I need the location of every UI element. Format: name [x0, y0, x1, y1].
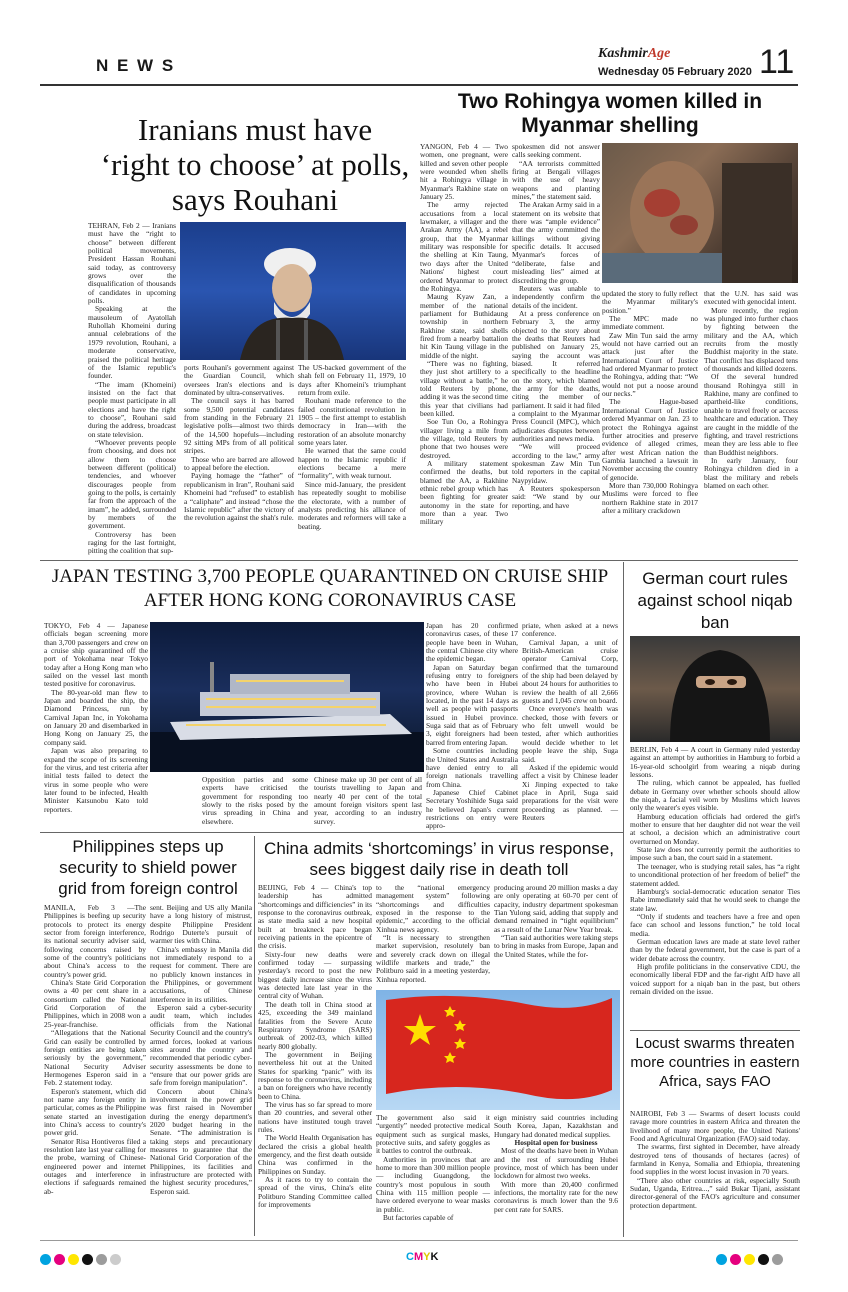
paragraph: The MPC made no immediate comment.	[602, 314, 698, 332]
paragraph: In early January, four Rohingya children died in a blast the military and rebels blamed on each other.	[704, 455, 798, 490]
cmyk-m: M	[413, 1251, 424, 1263]
paragraph: “AA terrorists committed firing at Bengali villages with the use of heavy weapons and planting mines,” the statement said.	[512, 158, 600, 202]
cmyk-y: Y	[423, 1251, 431, 1263]
paragraph: The 80-year-old man flew to Japan and boarded the ship, the Diamond Princess, run by Carnival Japan Inc, in Yokohama on January 20 and disembarked in Hong Kong on January 25, the company said.	[44, 687, 148, 747]
paragraph: TOKYO, Feb 4 — Japanese officials began screening more than 3,700 passengers and crew on a cruise ship quarantined off the port of Yokohama near Tokyo today after a Hong Kong man who sailed on the vessel last month tested positive for coronavirus.	[44, 621, 148, 689]
divider-mid	[40, 560, 798, 561]
paragraph: Hamburg education officials had ordered the girl's mother to ensure that her daughter did not wear the veil at school, a decision which an administrative court overturned on Monday.	[630, 811, 800, 846]
rohingya-headline: Two Rohingya women killed in Myanmar shelling	[457, 90, 763, 137]
rouhani-photo-art	[180, 222, 406, 360]
cruise-ship-photo-art	[150, 622, 424, 772]
paragraph: A Reuters spokesperson said: “We stand by our reporting, and have	[512, 484, 600, 510]
paragraph: “The imam (Khomeini) insisted on the fact that people must participate in all elections and have the right to choose”, Rouhani said during the address, broadcast on state television.	[88, 379, 176, 439]
swatch	[772, 1254, 783, 1265]
paragraph: updated the story to fully reflect the Myanmar military's position.”	[602, 289, 698, 315]
paragraph: China's State Grid Corporation owns a 40 per cent share in a consortium called the National Grid Corporation of the Philippines, which in 2008 won a 25-year-franchise.	[44, 978, 146, 1029]
color-bar-left	[40, 1248, 160, 1270]
masthead	[598, 46, 670, 62]
china-flag-photo	[376, 990, 620, 1110]
paragraph: Paying homage the “father” of republicanism in Iran”, Rouhani said Khomeini had “refused” to establish a “caliphate” and instead “chose the Islamic republic” after the victory of the revolution against the shah's rule.	[184, 471, 294, 523]
japan-col-1	[44, 622, 148, 822]
japan-col-2	[202, 776, 308, 826]
niqab-photo	[630, 636, 800, 742]
cruise-ship-photo	[150, 622, 424, 772]
paragraph: At a press conference on February 3, the army objected to the story about the deaths that Reuters had published on January 25, saying the account was biased. It referred specifically to the headline on the story, which blamed the army for the deaths, citing the member of parliament. It said it had filed a complaint to the Myanmar Press Council (MPC), which adjudicates disputes between authorities and news media.	[512, 308, 600, 444]
paragraph: The army rejected accusations from a local lawmaker, a villager and the Arakan Army (AA), a rebel group, that the Myanmar military was responsible for the shelling at Kin Taung, two days after the United Nations' highest court ordered Myanmar to protect the Rohingya.	[420, 200, 508, 293]
swatch	[96, 1254, 107, 1265]
paragraph: Controversy has been raging for the last fortnight, pitting the coalition that sup-	[88, 529, 176, 556]
japan-headline: JAPAN TESTING 3,700 PEOPLE QUARANTINED ON CRUISE SHIP AFTER HONG KONG CORONAVIRUS CASE	[51, 566, 609, 611]
paragraph: The government in Beijing nevertheless hit out at the United States for sparking “panic” with its response to the coronavirus, including a ban on foreigners who have recently been to China.	[258, 1049, 372, 1101]
locust-headline: Locust swarms threaten more countries in eastern Africa, says FAO	[630, 1035, 800, 1090]
paragraph: Sixty-four new deaths were confirmed today — surpassing yesterday's record to post the new biggest daily increase since the virus was detected late last year in the central city of Wuhan.	[258, 949, 372, 1001]
paragraph: “Tian said authorities were taking steps to bring in masks from Europe, Japan and the United States, while the for-	[494, 933, 618, 959]
rohingya-col-4	[704, 290, 798, 555]
paragraph: With more than 20,400 confirmed infections, the mortality rate for the new coronavirus is much lower than the 9.6 per cent rate for SARS.	[494, 1179, 618, 1214]
rohingya-photo	[602, 143, 798, 283]
paragraph: The swarms, first sighted in December, have already destroyed tens of thousands of hectares (acres) of farmland in Kenya, Somalia and Ethiopia, threatening food supplies in the worst locust invasion in 70 years.	[630, 1142, 800, 1177]
paragraph: Asked if the epidemic would affect a visit by Chinese leader Xi Jinping expected to take place in April, Suga said preparations for the visit were proceeding as planned. — Reuters	[522, 762, 618, 822]
paragraph: eign ministry said countries including South Korea, Japan, Kazakhstan and Hungary had donated medical supplies.	[494, 1113, 618, 1139]
china-flag-art	[376, 990, 620, 1110]
swatch	[68, 1254, 79, 1265]
iran-col-3	[298, 364, 406, 554]
paragraph: The death toll in China stood at 425, exceeding the 349 mainland fatalities from the Severe Acute Respiratory Syndrome (SARS) outbreak of 2002-03, which killed nearly 800 globally.	[258, 999, 372, 1051]
rohingya-col-1	[420, 143, 508, 555]
paragraph: ports Rouhani's government against the Guardian Council, which oversees Iran's elections and is dominated by ultra-conservatives.	[184, 363, 294, 398]
footer-rule	[40, 1240, 798, 1241]
rohingya-col-2	[512, 143, 600, 555]
iran-col-1	[88, 222, 176, 554]
paragraph: Once everyone's health was checked, those with fevers or who felt unwell would be tested, after which authorities would decide whether to let people leave the ship, Suga said.	[522, 704, 618, 764]
paragraph: Reuters was unable to independently confirm the details of the incident.	[512, 283, 600, 310]
paragraph: BEIJING, Feb 4 — China's top leadership has admitted “shortcomings and difficiencies” in its response to the coronavirus outbreak, as state media said a new hospital built at breakneck pace began receiving patients in the epicentre of the crisis.	[258, 883, 372, 951]
swatch	[82, 1254, 93, 1265]
paragraph: High profile politicians in the conservative CDU, the economically liberal FDP and the far-right AfD have all voiced support for a niqab ban in the past, but others remain divided on the issue.	[630, 961, 800, 996]
china-headline: China admits ‘shortcomings’ in virus response, sees biggest daily rise in death toll	[264, 839, 614, 879]
rohingya-col-3	[602, 290, 698, 555]
swatch	[758, 1254, 769, 1265]
paragraph: Zaw Min Tun said the army would not have carried out an attack just after the International Court of Justice had ordered Myanmar to protect the Rohingya, adding that: “We would not put a noose around our necks.”	[602, 330, 698, 399]
paragraph: MANILA, Feb 3 —The Philippines is beefing up security protocols to protect its energy sector from foreign interference, its national security adviser said, following concerns raised by some of the country's politicians about China's access to the country's power grid.	[44, 903, 146, 979]
paragraph: Some countries including the United States and Australia have denied entry to all foreign nationals travelling from China.	[426, 746, 518, 789]
japan-col-5	[522, 622, 618, 824]
iran-headline: Iranians must have ‘right to choose’ at polls, says Rouhani	[100, 112, 410, 217]
paragraph: Of the several hundred thousand Rohingya still in Rakhine, many are confined to apartheid-like conditions, unable to travel freely or access healthcare and education. They are caught in the middle of the fighting, and travel restrictions mean they are less able to flee than Buddhist neighbors.	[704, 372, 798, 457]
cmyk-label	[406, 1251, 438, 1263]
paragraph: The ruling, which cannot be appealed, has fuelled debate in Germany over whether schools should allow the niqab, a facial veil worn by Muslims which leaves only the wearer's eyes visible.	[630, 778, 800, 813]
swatch	[40, 1254, 51, 1265]
divider-philippines	[254, 836, 255, 1236]
paragraph: A military statement confirmed the deaths, but blamed the AA, a Rakhine ethnic rebel group which has been fighting for greater autonomy in the state for more than a year. Two military	[420, 459, 508, 527]
cmyk-c: C	[406, 1251, 414, 1263]
china-col-3b	[494, 1114, 618, 1237]
paragraph: More than 730,000 Rohingya Muslims were forced to flee northern Rakhine state in 2017 after a military crackdown	[602, 480, 698, 515]
paragraph: “There was no fighting, they just shot artillery to a village without a battle,” he told Reuters by phone, adding it was the second time this year that civilians had been killed.	[420, 358, 508, 418]
paragraph: “We will proceed according to the law,” army spokesman Zaw Min Tun told reporters in the capital Naypyidaw.	[512, 442, 600, 485]
paragraph: German education laws are made at state level rather than by the federal government, but the case is part of a wider debate across the country.	[630, 936, 800, 963]
paragraph: But factories capable of	[383, 1213, 454, 1223]
rouhani-photo	[180, 222, 406, 360]
paragraph: Hamburg's social-democratic education senator Ties Rabe immediately said that he would seek to change the state law.	[630, 886, 800, 913]
philippines-headline: Philippines steps up security to shield power grid from foreign control	[58, 837, 238, 898]
paragraph: The council says it has barred some 9,500 potential candidates from standing in the February 21 legislative polls—almost two thirds of the 14,500 hopefuls—including 92 sitting MPs from of all political stripes.	[184, 396, 294, 456]
paragraph: Japan has 20 confirmed coronavirus cases, of these 17 people have been in Wuhan, the central Chinese city where the epidemic began.	[426, 621, 518, 664]
swatch	[744, 1254, 755, 1265]
divider-locust	[630, 1030, 800, 1031]
color-bar-right	[716, 1248, 806, 1270]
paragraph: Soe Tun Oo, a Rohingya villager living a mile from the village, told Reuters by phone that two houses were destroyed.	[420, 417, 508, 460]
paragraph: “It is necessary to strengthen market supervision, resolutely ban and severely crack down on illegal wildlife markets and trade,” the Politburo said in a meeting yesterday, Xinhua reported.	[376, 933, 490, 984]
header-rule	[40, 84, 798, 86]
paragraph: The Arakan Army said in a statement on its website that there was “ample evidence” that the army committed the killings without giving specific details. It accused Myanmar's forces of “deliberate, false and misleading lies” aimed at discrediting the group.	[512, 200, 600, 285]
paragraph: Japan on Saturday began refusing entry to foreigners who have been in Hubei province, where Wuhan is located, in the past 14 days as well as people with passports issued in Hubei province. Suga said that as of February 3, eight foreigners had been barred from entering Japan.	[426, 662, 518, 747]
paragraph: The virus has so far spread to more than 20 countries, and several other nations have instituted tough travel rules.	[258, 1099, 372, 1134]
paragraph: Speaking at the mausoleum of Ayatollah Ruhollah Khomeini during annual celebrations of the 1979 revolution, Rouhani, a moderate conservative, praised the political heritage of the Islamic republic's founder.	[88, 304, 176, 381]
paragraph: Japan was also preparing to expand the scope of its screening for the virus, and test criteria after initial tests failed to detect the virus in some people who were later found to be infected, Health Minister Katsunobu Kato told reporters.	[44, 746, 148, 814]
page-number: 11	[759, 43, 795, 81]
japan-col-4	[426, 621, 518, 831]
locust-body	[630, 1110, 800, 1236]
paragraph: Authorities in provinces that are home to more than 300 million people — including Guangdong, the country's most populous in south China with 115 million people — have ordered everyone to wear masks in public.	[376, 1154, 490, 1214]
divider-lower	[40, 832, 623, 833]
swatch	[110, 1254, 121, 1265]
masthead-date: Wednesday 05 February 2020	[598, 66, 752, 78]
paragraph: NAIROBI, Feb 3 — Swarms of desert locusts could ravage more countries in eastern Africa and threaten the livelihood of many more people, the United Nations' Food and Agricultural Organization (FAO) said today.	[630, 1109, 800, 1144]
masthead-kashmir: Kashmir	[598, 46, 648, 61]
paragraph: More recently, the region was plunged into further chaos by fighting between the military and the AA, which recruits from the mostly Buddhist majority in the state. That conflict has displaced tens of thousands and killed dozens.	[704, 305, 798, 374]
paragraph: Since mid-January, the president has repeatedly sought to mobilise the electorate, with a number of analysts predicting his alliance of moderates and reformers will take a beating.	[298, 479, 406, 531]
paragraph: YANGON, Feb 4 — Two women, one pregnant, were killed and seven other people were wounded when shells hit a Rohingya village in Myanmar's Rakhine state on January 25.	[420, 142, 508, 202]
paragraph: He warned that the same could happen to the Islamic republic if elections became a mere “formality”, with weak turnout.	[298, 446, 406, 481]
paragraph: sent. Beijing and US ally Manila have a long history of mistrust, despite Philippine President Rodrigo Duterte's pursuit of warmer ties with China.	[150, 903, 252, 946]
paragraph: that the U.N. has said was executed with genocidal intent.	[704, 289, 798, 307]
paragraph: Most of the deaths have been in Wuhan and the rest of surrounding Hubei province, most of which has been under lockdown for almost two weeks.	[494, 1146, 618, 1181]
niqab-headline: German court rules against school niqab ban	[637, 569, 793, 632]
subheading: Hospital open for business	[514, 1138, 598, 1148]
paragraph: “Only if students and teachers have a free and open face can school and lessons function,” he told local media.	[630, 911, 800, 938]
swatch	[716, 1254, 727, 1265]
paragraph: Maung Kyaw Zan, a member of the national parliament for Buthidaung township in northern Rakhine state, said shells fired from a nearby battalion hit Kin Taung village in the middle of the night.	[420, 292, 508, 360]
japan-col-3	[314, 776, 422, 826]
rohingya-photo-art	[602, 143, 798, 283]
paragraph: The Hague-based International Court of Justice ordered Myanmar on Jan. 23 to protect the Rohingya against further atrocities and preserve evidence of alleged crimes, after west African nation the Gambia launched a lawsuit in November accusing the country of genocide.	[602, 397, 698, 482]
china-col-2	[376, 884, 490, 984]
swatch	[54, 1254, 65, 1265]
paragraph: Concern about China's involvement in the power grid was first raised in November during the energy department's 2020 budget hearing in the Senate. “The administration is taking steps and precautionary measures to guarantee that the National Grid Corporation of the Philippines, its facilities and infrastructure are protected with the highest security procedures,” Esperon said.	[150, 1086, 252, 1196]
paragraph: The teenager, who is studying retail sales, has “a right to unconditional protection of her freedom of belief” the statement added.	[630, 861, 800, 888]
paragraph: Those who are barred are allowed to appeal before the election.	[184, 454, 294, 473]
paragraph: spokesmen did not answer calls seeking comment.	[512, 142, 600, 160]
paragraph: Carnival Japan, a unit of British-American cruise operator Carnival Corp, confirmed that the turnaround of the ship had been delayed by about 24 hours for authorities to review the health of all 2,666 guests and 1,045 crew on board.	[522, 637, 618, 706]
paragraph: Chinese make up 30 per cent of all tourists travelling to Japan and nearly 40 per cent of the total amount foreign visitors spent last year, according to an industry survey.	[314, 775, 422, 826]
philippines-col-2	[150, 904, 252, 1237]
paragraph: “There also other countries at risk, especially South Sudan, Uganda, Eritrea...,” said Bukar Tijani, assistant director-general of the FAO's agriculture and consumer protection department.	[630, 1175, 800, 1210]
paragraph: Senator Risa Hontiveros filed a resolution late last year calling for the probe, warning of Chinese-engineered power and internet outages and interference in elections if safeguards remained ab-	[44, 1136, 146, 1196]
paragraph: “Whoever prevents people from choosing, and does not allow them to choose between different (political) tendencies, and whoever discourages people from going to the polls, is certainly far from the approach of the imam”, he added, surrounded by members of the government.	[88, 437, 176, 531]
paragraph: TEHRAN, Feb 2 — Iranians must have the “right to choose” between different political movements, President Hassan Rouhani said today, as controversy grows over the disqualification of thousands of candidates in upcoming polls.	[88, 221, 176, 306]
swatch	[730, 1254, 741, 1265]
paragraph: BERLIN, Feb 4 — A court in Germany ruled yesterday against an attempt by authorities in Hamburg to forbid a 16-year-old schoolgirl from wearing a niqab during lessons.	[630, 745, 800, 780]
paragraph: to the “national emergency management system” following “shortcomings and difficulties exposed in the response to the epidemic,” according to the official Xinhua news agency.	[376, 883, 490, 934]
paragraph: producing around 20 million masks a day are only operating at 60-70 per cent of capacity, industry department spokesman Tian Yulong said, adding that supply and demand remained in “tight equilibrium” as a result of the Lunar New Year break.	[494, 883, 618, 934]
paragraph: The US-backed government of the shah fell on February 11, 1979, 10 days after Khomeini's triumphant return from exile.	[298, 363, 406, 398]
section-label: N E W S	[96, 56, 176, 75]
paragraph: The World Health Organisation has declared the crisis a global health emergency, and the first death outside China was confirmed in the Philippines on Sunday.	[258, 1133, 372, 1176]
masthead-age: Age	[647, 46, 671, 61]
paragraph: “Allegations that the National Grid can easily be controlled by foreign entities are being taken seriously by the government,” National Security Adviser Hermogenes Esperon said in a Feb. 2 statement today.	[44, 1028, 146, 1088]
china-col-2b	[376, 1114, 490, 1237]
iran-col-2	[184, 364, 294, 554]
china-col-1	[258, 884, 372, 1237]
paragraph: State law does not currently permit the authorities to impose such a ban, the court said in a statement.	[630, 845, 800, 863]
paragraph: priate, when asked at a news conference.	[522, 621, 618, 639]
paragraph: Esperon's statement, which did not name any foreign entity in particular, comes as the Philippine senate started an investigation into China's access to country's power grid.	[44, 1086, 146, 1138]
cmyk-k: K	[430, 1251, 439, 1263]
philippines-col-1	[44, 904, 146, 1237]
paragraph: Esperon said a cyber-security audit team, which includes officials from the National Security Council and the country's armed forces, looked at various sites around the country and recommended that periodic cyber-security assessments be done to “ensure that our power grids are safe from foreign manipulation”.	[150, 1003, 252, 1088]
niqab-body	[630, 746, 800, 1026]
niqab-photo-art	[630, 636, 800, 742]
paragraph: Japanese Chief Cabinet Secretary Yoshihide Suga said he believed Japan's current restrictions on entry were appro-	[426, 787, 518, 831]
paragraph: Opposition parties and some experts have criticised the government for responding too slowly to the risks posed by the virus spreading in China and elsewhere.	[202, 775, 308, 826]
china-col-3	[494, 884, 618, 984]
divider-right-column	[623, 562, 624, 1237]
paragraph: As it races to try to contain the spread of the virus, China's elite Politburo Standing Committee called for improvements	[258, 1175, 372, 1210]
paragraph: The government also said it “urgently” needed protective medical equipment such as surgical masks, protective suits, and safety goggles as it battles to control the outbreak.	[376, 1113, 490, 1156]
paragraph: China's embassy in Manila did not immediately respond to a request for comment. There are no publicly known instances in the Philippines, or government accusations, of Chinese interference in its utilities.	[150, 944, 252, 1004]
paragraph: Rouhani made reference to the failed constitutional revolution in 1905 – the first attempt to establish democracy in Iran—with the restoration of an absolute monarchy some years later.	[298, 396, 406, 448]
